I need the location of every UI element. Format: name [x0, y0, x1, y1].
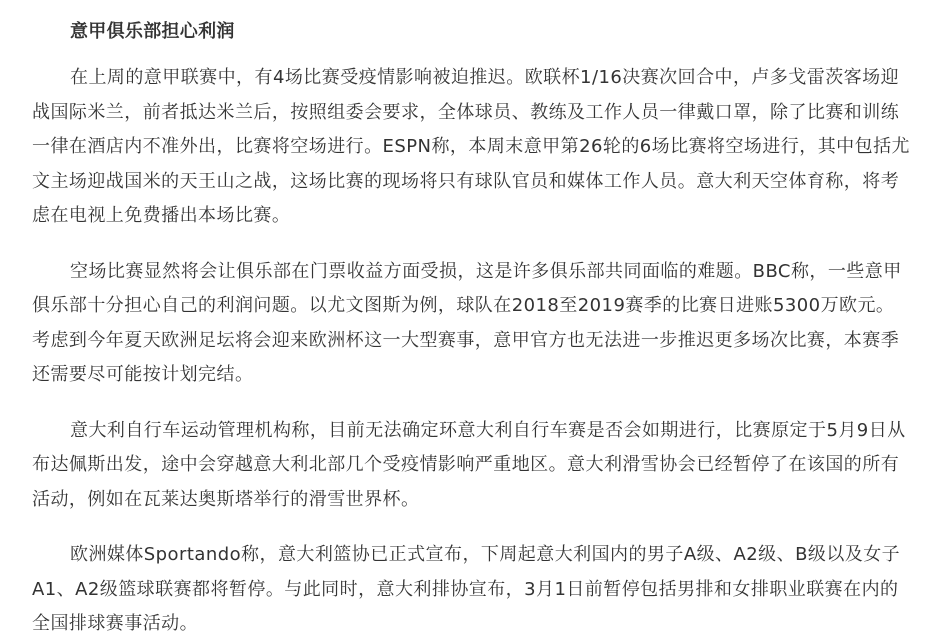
article-paragraph-1: 在上周的意甲联赛中，有4场比赛受疫情影响被迫推迟。欧联杯1/16决赛次回合中，卢多戈雷茨客场迎战国际米兰，前者抵达米兰后，按照组委会要求，全体球员、教练及工作人员一律戴口罩，除了比赛和训练一律在酒店内不准外出，比赛将空场进行。ESPN称，本周末意甲第26轮的6场比赛将空场进行，其中包括尤文主场迎战国米的天王山之战，这场比赛的现场将只有球队官员和媒体工作人员。意大利天空体育称，将考虑在电视上免费播出本场比赛。	[32, 67, 910, 226]
article-paragraph-2: 空场比赛显然将会让俱乐部在门票收益方面受损，这是许多俱乐部共同面临的难题。BBC称，一些意甲俱乐部十分担心自己的利润问题。以尤文图斯为例，球队在2018至2019赛季的比赛日进账5300万欧元。考虑到今年夏天欧洲足坛将会迎来欧洲杯这一大型赛事，意甲官方也无法进一步推迟更多场次比赛，本赛季还需要尽可能按计划完结。	[32, 260, 902, 385]
article-paragraph-4: 欧洲媒体Sportando称，意大利篮协已正式宣布，下周起意大利国内的男子A级、A2级、B级以及女子A1、A2级篮球联赛都将暂停。与此同时，意大利排协宣布，3月1日前暂停包括男排和女排职业联赛在内的全国排球赛事活动。	[32, 544, 901, 634]
article-paragraph-3: 意大利自行车运动管理机构称，目前无法确定环意大利自行车赛是否会如期进行，比赛原定于5月9日从布达佩斯出发，途中会穿越意大利北部几个受疫情影响严重地区。意大利滑雪协会已经暂停了在该国的所有活动，例如在瓦莱达奥斯塔举行的滑雪世界杯。	[32, 419, 906, 510]
article-heading: 意甲俱乐部担心利润	[70, 21, 235, 42]
